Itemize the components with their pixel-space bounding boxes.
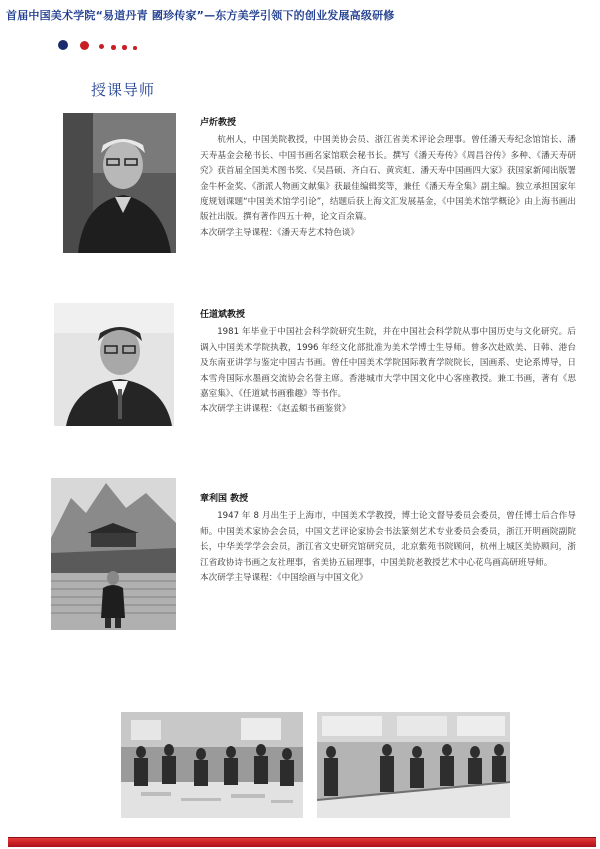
instructor-description: 杭州人，中国美院教授，中国美协会员、浙江省美术评论会理事。曾任潘天寿纪念馆馆长、潘天寿基金会秘书长、中国书画名家馆联会秘书长。撰写《潘天寿传》《周昌谷传》多种、《潘天寿研究》获首届全国美术图书奖、《吴昌硕、齐白石、黄宾虹、潘天寿中国画四大家》获国家新闻出版署金牛杯金奖、《浙派人物画文献集》获最佳编辑奖等，兼任《潘天寿全集》副主编。独立承担国家年度规划课题“中国美术馆学引论”，结题后获上海文汇发展基金，《中国美术馆学概论》由上海书画出版社出版。撰有著作四五十种，论文百余篇。 (200, 135, 576, 223)
instructor-course: 本次研学主导课程：《中国绘画与中国文化》 (200, 573, 368, 584)
instructor-bio (200, 308, 576, 418)
instructor-name: 卢炘教授 (200, 118, 237, 128)
section-title: 授课导师 (91, 81, 156, 99)
dot-navy-icon (58, 40, 68, 50)
dot-red-icon (133, 46, 137, 50)
dot-red-icon (80, 41, 89, 50)
instructor-description: 1981 年毕业于中国社会科学院研究生院，并在中国社会科学院从事中国历史与文化研究。后调入中国美术学院执教，1996 年经文化部批准为美术学博士生导师。曾多次赴欧美、日韩、港台及东南亚讲学与鉴定中国古书画。曾任中国美术学院国际教育学院院长，国画系、史论系博导，日本雪舟国际水墨画交流协会名誉主席。香港城市大学中国文化中心客座教授。兼工书画，著有《思嘉室集》、《任道斌书画雅趣》等书作。 (200, 327, 576, 400)
dot-red-icon (99, 44, 104, 49)
class-photo-right (317, 712, 510, 818)
instructor-name: 任道斌教授 (200, 310, 246, 320)
instructor-name: 章利国 教授 (200, 494, 249, 504)
instructor-bio (200, 116, 576, 241)
instructor-photo (54, 303, 174, 426)
instructor-course: 本次研学主讲课程：《赵孟頫书画鉴赏》 (200, 404, 351, 415)
dot-red-icon (122, 45, 127, 50)
instructor-photo (51, 478, 176, 630)
instructor-photo (63, 113, 176, 253)
dot-red-icon (111, 45, 116, 50)
header-title: 首届中国美术学院“易道丹青 國珍传家”—东方美学引领下的创业发展高级研修 (6, 9, 395, 22)
class-photo-left (121, 712, 303, 818)
instructor-description: 1947 年 8 月出生于上海市，中国美术学教授，博士论文督导委员会委员，曾任博士后合作导师。中国美术家协会会员，中国文艺评论家协会书法篆刻艺术专业委员会委员，浙江开明画院副院长，中华美学学会会员，浙江省文史研究馆研究员，北京紫苑书院顾问，杭州上城区美协顾问，浙江省政协诗书画之友社理事，省美协五届理事，中国美院老教授艺术中心花鸟画高研班导师。 (200, 511, 576, 568)
instructor-bio (200, 492, 576, 586)
bottom-decorative-bar (8, 837, 596, 847)
instructor-course: 本次研学主导课程：《潘天寿艺术特色谈》 (200, 227, 359, 238)
